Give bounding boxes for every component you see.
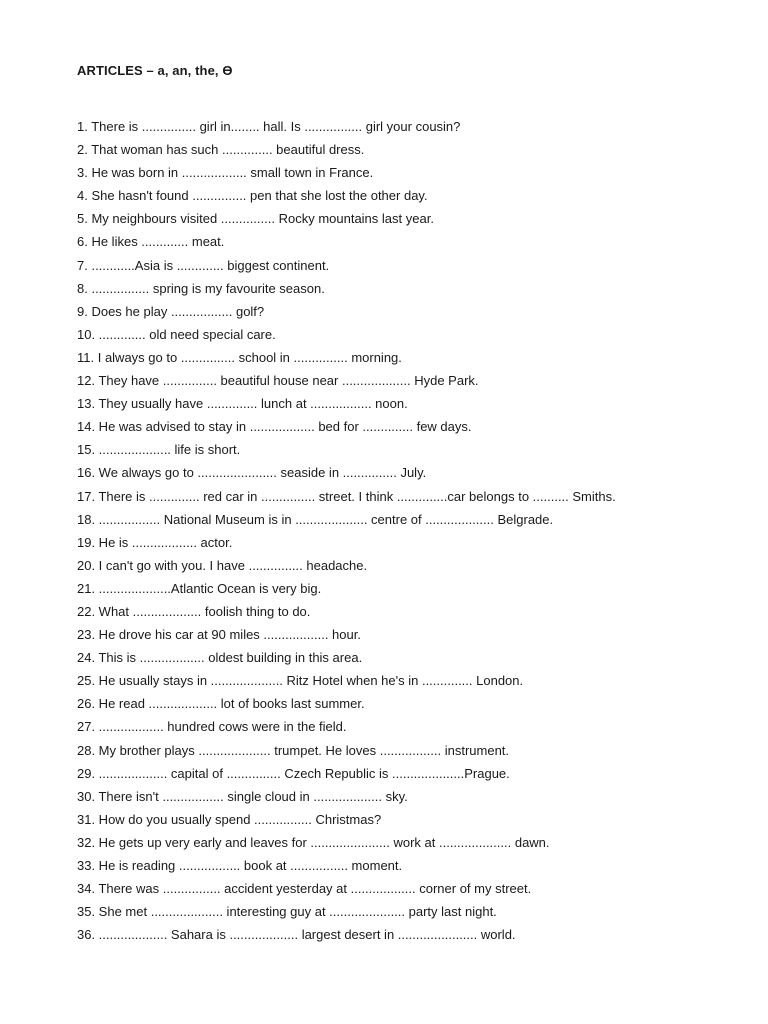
exercise-item: 22. What ................... foolish thing to do.: [77, 603, 311, 619]
exercise-item: 15. .................... life is short.: [77, 442, 241, 458]
exercise-item: 2. That woman has such .............. beautiful dress.: [77, 142, 365, 158]
exercise-item: 9. Does he play ................. golf?: [77, 303, 265, 319]
exercise-item: 7. ............Asia is ............. biggest continent.: [77, 257, 330, 273]
exercise-item: 18. ................. National Museum is in .................... centre of ................... Belgrade.: [77, 511, 554, 527]
exercise-item: 28. My brother plays .................... trumpet. He loves ................. instrument.: [77, 742, 510, 758]
exercise-item: 29. ................... capital of ............... Czech Republic is ....................Prague.: [77, 765, 510, 781]
exercise-item: 31. How do you usually spend ................ Christmas?: [77, 811, 382, 827]
exercise-item: 25. He usually stays in .................... Ritz Hotel when he's in .............. London.: [77, 673, 524, 689]
exercise-list: [77, 115, 737, 946]
exercise-item: 3. He was born in .................. small town in France.: [77, 165, 374, 181]
exercise-item: 6. He likes ............. meat.: [77, 234, 225, 250]
exercise-item: 33. He is reading ................. book at ................ moment.: [77, 858, 403, 873]
exercise-item: 21. ....................Atlantic Ocean is very big.: [77, 580, 322, 596]
exercise-item: 19. He is .................. actor.: [77, 534, 233, 550]
exercise-item: 26. He read ................... lot of books last summer.: [77, 696, 365, 712]
exercise-item: 16. We always go to ...................... seaside in ............... July.: [77, 465, 427, 481]
exercise-item: 13. They usually have .............. lunch at ................. noon.: [77, 396, 408, 412]
exercise-item: 27. .................. hundred cows were in the field.: [77, 719, 347, 735]
exercise-item: 20. I can't go with you. I have ............... headache.: [77, 557, 368, 573]
exercise-item: 5. My neighbours visited ............... Rocky mountains last year.: [77, 211, 434, 227]
exercise-item: 24. This is .................. oldest building in this area.: [77, 650, 363, 666]
worksheet-page: [77, 62, 737, 946]
exercise-item: 1. There is ............... girl in........ hall. Is ................ girl your cousin?: [77, 119, 461, 134]
exercise-item: 8. ................ spring is my favourite season.: [77, 280, 325, 296]
exercise-item: 10. ............. old need special care.: [77, 326, 276, 342]
exercise-item: 30. There isn't ................. single cloud in ................... sky.: [77, 788, 408, 804]
exercise-item: 11. I always go to ............... school in ............... morning.: [77, 349, 402, 365]
exercise-item: 17. There is .............. red car in ............... street. I think ..............car belongs to .......... Smiths.: [77, 488, 616, 504]
exercise-item: 34. There was ................ accident yesterday at .................. corner of my street.: [77, 881, 532, 897]
exercise-item: 12. They have ............... beautiful house near ................... Hyde Park.: [77, 373, 479, 389]
exercise-item: 4. She hasn't found ............... pen that she lost the other day.: [77, 188, 428, 204]
exercise-item: 23. He drove his car at 90 miles .................. hour.: [77, 627, 361, 643]
exercise-item: 36. ................... Sahara is ................... largest desert in ...................... world.: [77, 927, 516, 943]
page-title: ARTICLES – a, an, the, Ɵ: [77, 63, 233, 78]
exercise-item: 32. He gets up very early and leaves for ...................... work at .................... dawn.: [77, 834, 550, 850]
exercise-item: 35. She met .................... interesting guy at ..................... party last night.: [77, 904, 497, 920]
exercise-item: 14. He was advised to stay in .................. bed for .............. few days.: [77, 419, 472, 435]
